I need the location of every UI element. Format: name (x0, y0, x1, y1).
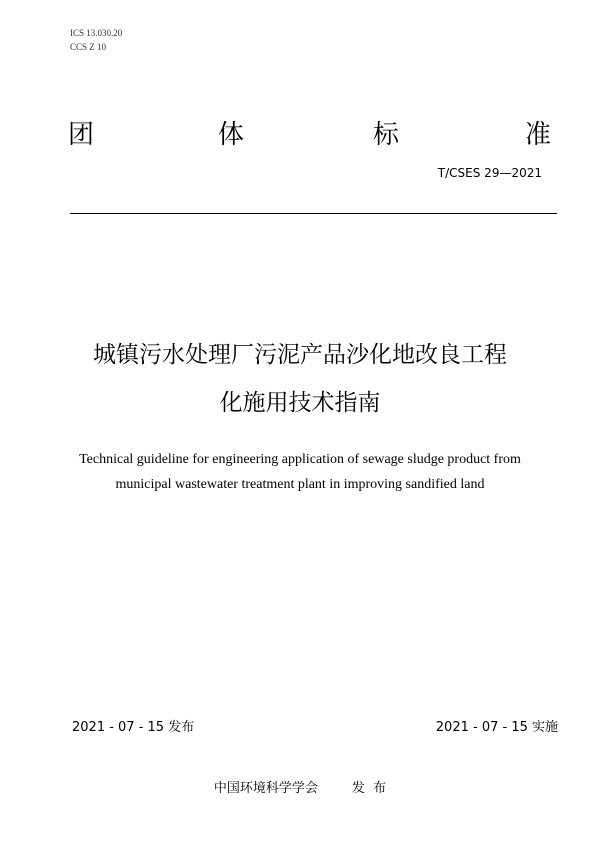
implement-date: 2021 - 07 - 15 实施 (435, 720, 558, 735)
issue-date: 2021 - 07 - 15 发布 (72, 720, 195, 735)
divider (70, 213, 557, 214)
ics-code: ICS 13.030.20 (70, 28, 123, 38)
standard-number: T/CSES 29—2021 (437, 166, 542, 180)
header-char: 准 (525, 120, 552, 150)
english-title-line-1: Technical guideline for engineering application of sewage sludge product from (79, 452, 521, 467)
header-char: 团 (68, 120, 95, 150)
publish-label: 发 布 (351, 781, 387, 796)
header-char: 标 (373, 120, 400, 150)
title-line-2: 化施用技术指南 (219, 390, 381, 416)
title-line-1: 城镇污水处理厂污泥产品沙化地改良工程 (93, 342, 507, 368)
english-title-line-2: municipal wastewater treatment plant in improving sandified land (115, 477, 485, 492)
publisher-name: 中国环境科学学会 (213, 781, 318, 796)
publisher (0, 777, 600, 796)
header-char: 体 (218, 120, 245, 150)
ccs-code: CCS Z 10 (70, 42, 107, 52)
